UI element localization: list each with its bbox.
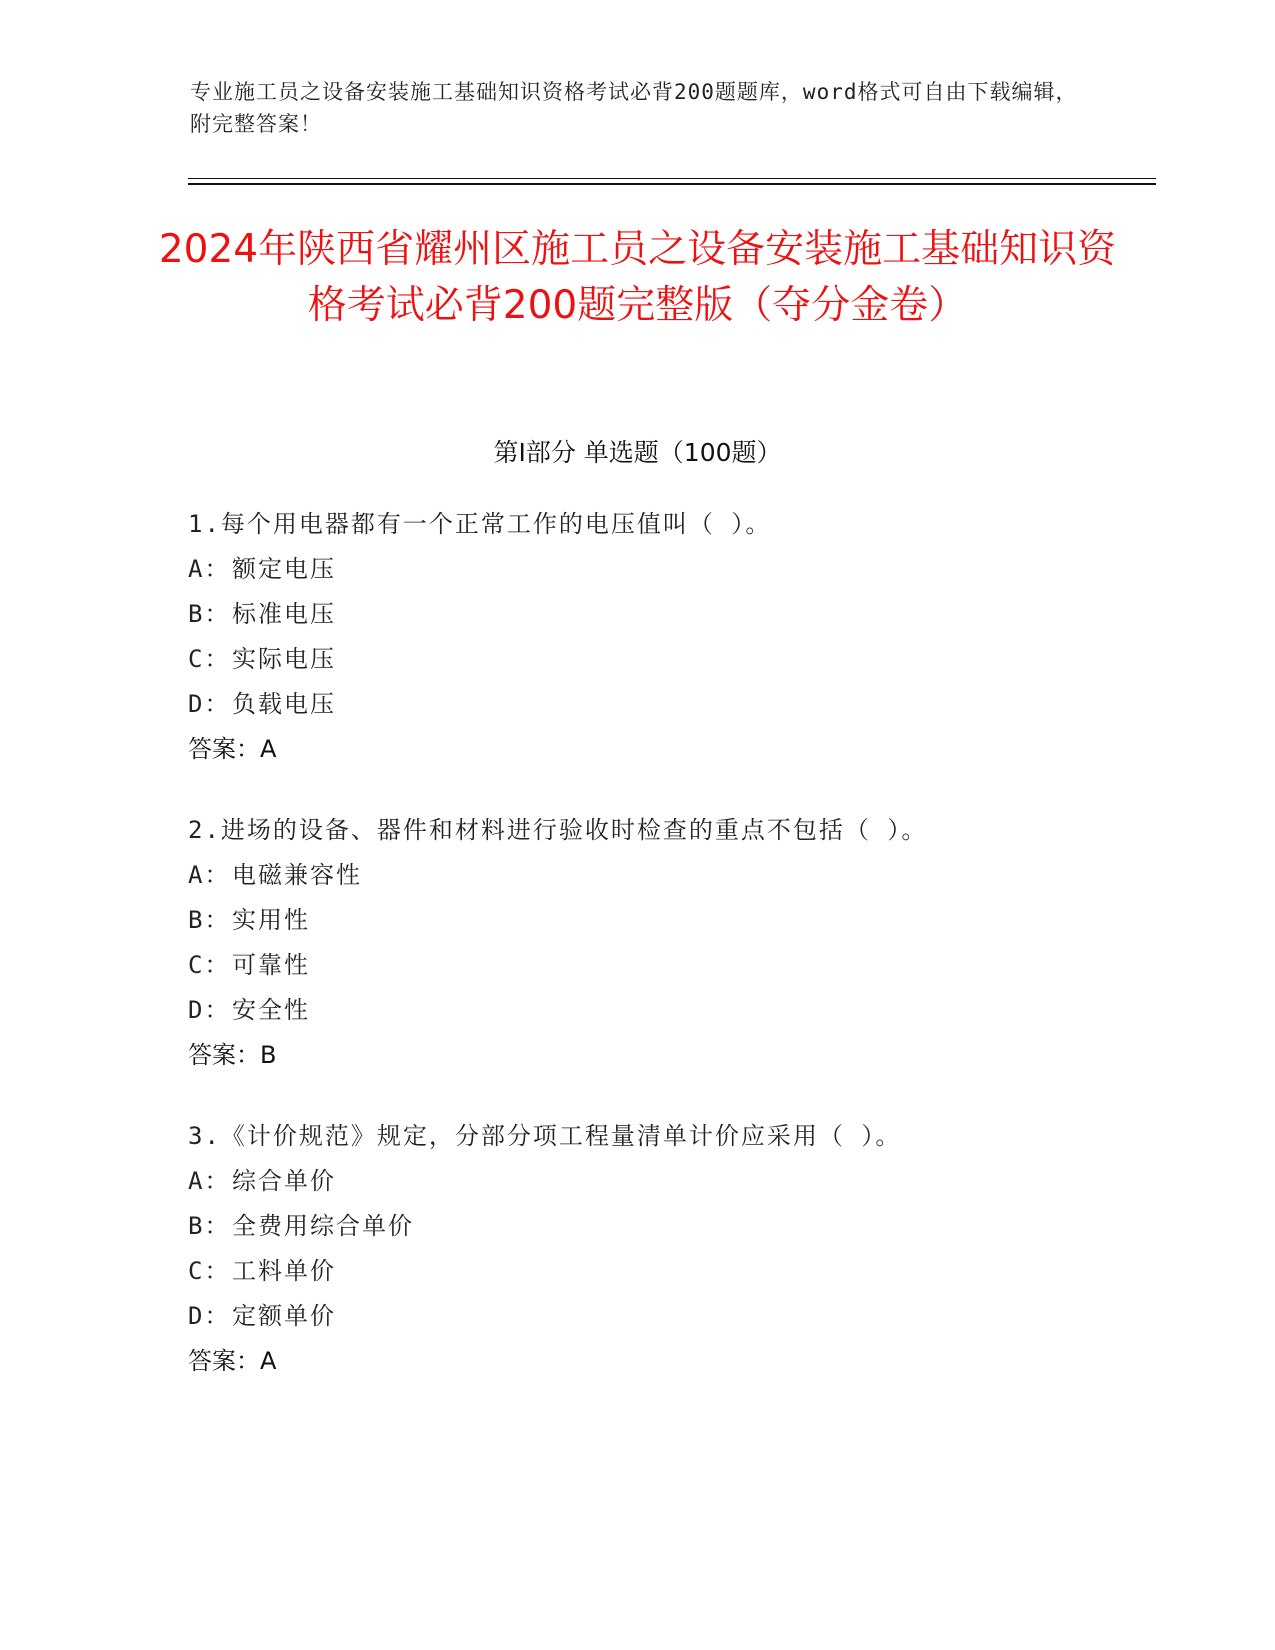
option-d (188, 988, 1168, 1033)
option-key: B： (188, 906, 231, 934)
option-text: 可靠性 (232, 951, 310, 979)
option-text: 综合单价 (232, 1167, 336, 1195)
question-stem: 1.每个用电器都有一个正常工作的电压值叫（ ）。 (188, 510, 772, 538)
header-divider-thin (188, 178, 1156, 179)
option-key: D： (188, 690, 231, 718)
option-c (188, 943, 1168, 988)
option-c (188, 637, 1168, 682)
option-text: 定额单价 (232, 1302, 336, 1330)
option-b (188, 592, 1168, 637)
option-key: C： (188, 951, 231, 979)
option-b (188, 1204, 1168, 1249)
option-d (188, 682, 1168, 727)
option-d (188, 1294, 1168, 1339)
header-divider-thick (188, 183, 1156, 185)
option-a (188, 853, 1168, 898)
question-stem: 2.进场的设备、器件和材料进行验收时检查的重点不包括（ ）。 (188, 816, 928, 844)
option-key: B： (188, 1212, 231, 1240)
option-text: 实用性 (232, 906, 310, 934)
option-b (188, 898, 1168, 943)
option-text: 电磁兼容性 (232, 861, 362, 889)
option-text: 全费用综合单价 (232, 1212, 414, 1240)
option-c (188, 1249, 1168, 1294)
option-key: C： (188, 645, 231, 673)
option-key: A： (188, 555, 231, 583)
option-a (188, 1159, 1168, 1204)
answer: 答案：A (188, 1347, 277, 1375)
question-3 (188, 1114, 1168, 1384)
option-text: 实际电压 (232, 645, 336, 673)
option-text: 标准电压 (232, 600, 336, 628)
answer: 答案：A (188, 735, 277, 763)
section-title: 第Ⅰ部分 单选题（100题） (493, 438, 782, 467)
option-text: 工料单价 (232, 1257, 336, 1285)
option-text: 安全性 (232, 996, 310, 1024)
question-1 (188, 502, 1168, 772)
option-key: D： (188, 996, 231, 1024)
document-title: 2024年陕西省耀州区施工员之设备安装施工基础知识资格考试必背200题完整版（夺分金卷） (158, 227, 1117, 328)
option-key: C： (188, 1257, 231, 1285)
option-text: 额定电压 (232, 555, 336, 583)
option-key: D： (188, 1302, 231, 1330)
question-2 (188, 808, 1168, 1078)
option-key: B： (188, 600, 231, 628)
option-text: 负载电压 (232, 690, 336, 718)
option-a (188, 547, 1168, 592)
header-note: 专业施工员之设备安装施工基础知识资格考试必背200题题库，word格式可自由下载编辑，附完整答案！ (190, 80, 1078, 136)
option-key: A： (188, 861, 231, 889)
question-stem: 3.《计价规范》规定，分部分项工程量清单计价应采用（ ）。 (188, 1122, 902, 1150)
option-key: A： (188, 1167, 231, 1195)
answer: 答案：B (188, 1041, 277, 1069)
